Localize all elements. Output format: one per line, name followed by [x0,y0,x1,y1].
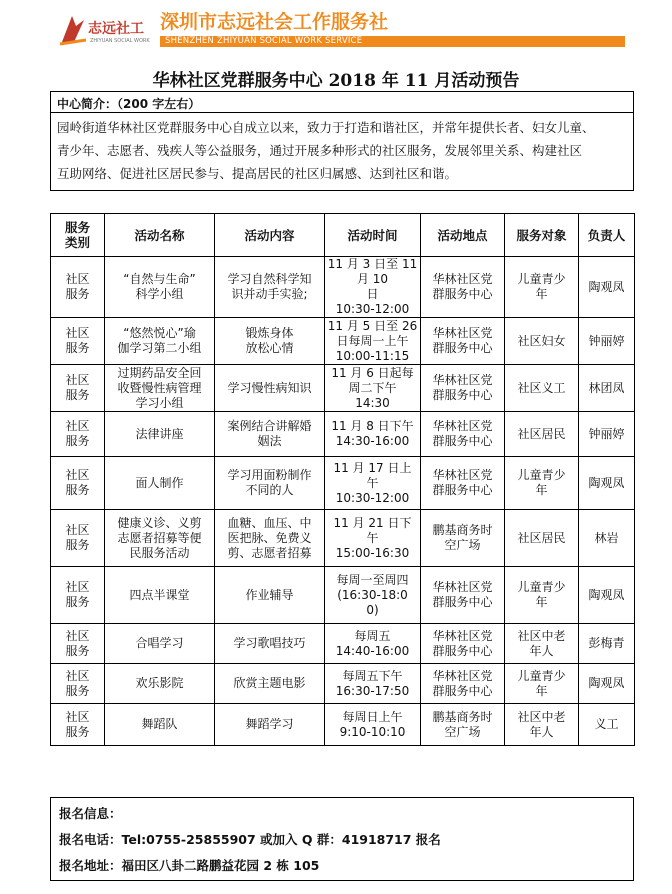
table-cell: 案例结合讲解婚 姻法 [215,412,325,457]
table-cell: 华林社区党 群服务中心 [421,567,505,624]
table-cell: 法律讲座 [105,412,215,457]
table-cell: 华林社区党 群服务中心 [421,412,505,457]
table-row [51,457,635,510]
logo-icon [58,12,88,46]
logo-subtext: ZHIYUAN SOCIAL WORK [90,38,150,44]
table-cell: 社区义工 [505,365,579,412]
intro-line-3: 互助网络、促进社区居民参与、提高居民的社区归属感、达到社区和谐。 [57,166,458,181]
table-cell: 社区 服务 [51,510,105,567]
table-header-cell: 活动内容 [215,214,325,257]
table-cell: 学习慢性病知识 [215,365,325,412]
table-cell: 合唱学习 [105,624,215,664]
intro-body [57,116,627,185]
table-cell: 社区 服务 [51,567,105,624]
signup-phone: 报名电话：Tel:0755-25855907 或加入 Q 群：41918717 报名 [59,832,441,847]
table-row [51,624,635,664]
intro-line-2: 青少年、志愿者、残疾人等公益服务，通过开展多种形式的社区服务，发展邻里关系、构建社区 [57,143,583,158]
table-body [51,257,635,746]
table-cell: 过期药品安全回 收暨慢性病管理 学习小组 [105,365,215,412]
table-cell: 儿童青少 年 [505,567,579,624]
table-cell: 四点半课堂 [105,567,215,624]
table-row [51,257,635,318]
table-cell: 彭梅青 [579,624,635,664]
table-cell: 学习歌唱技巧 [215,624,325,664]
table-cell: 社区 服务 [51,457,105,510]
table-cell: 社区妇女 [505,318,579,365]
table-cell: 作业辅导 [215,567,325,624]
table-cell: 11 月 6 日起每 周二下午 14:30 [325,365,421,412]
table-header-cell: 活动名称 [105,214,215,257]
table-row [51,704,635,746]
table-cell: 11 月 3 日至 11 月 10 日 10:30-12:00 [325,257,421,318]
table-cell: 儿童青少 年 [505,257,579,318]
table-cell: 每周日上午 9:10-10:10 [325,704,421,746]
table-cell: 钟丽婷 [579,318,635,365]
table-row [51,664,635,704]
signup-title: 报名信息： [59,806,122,821]
table-cell: 社区 服务 [51,704,105,746]
table-cell: 学习用面粉制作 不同的人 [215,457,325,510]
intro-box [50,91,634,191]
table-cell: 义工 [579,704,635,746]
table-cell: 陶观凤 [579,257,635,318]
table-cell: 学习自然科学知 识并动手实验; [215,257,325,318]
table-cell: 鹏基商务时 空广场 [421,704,505,746]
intro-heading: 中心简介：（200 字左右） [57,97,201,111]
table-cell: 华林社区党 群服务中心 [421,624,505,664]
table-cell: 华林社区党 群服务中心 [421,318,505,365]
table-cell: 陶观凤 [579,664,635,704]
table-cell: 每周五 14:40-16:00 [325,624,421,664]
table-cell: 华林社区党 群服务中心 [421,664,505,704]
table-cell: 欢乐影院 [105,664,215,704]
table-cell: 11 月 21 日下 午 15:00-16:30 [325,510,421,567]
intro-divider [51,112,633,113]
table-cell: 儿童青少 年 [505,664,579,704]
table-cell: 舞蹈队 [105,704,215,746]
table-cell: 社区中老 年人 [505,704,579,746]
table-header-cell: 负责人 [579,214,635,257]
table-cell: 社区中老 年人 [505,624,579,664]
table-cell: 林团凤 [579,365,635,412]
table-cell: 每周一至周四 (16:30-18:0 0) [325,567,421,624]
table-cell: 华林社区党 群服务中心 [421,365,505,412]
table-cell: 社区 服务 [51,257,105,318]
table-cell: 血糖、血压、中 医把脉、免费义 剪、志愿者招募 [215,510,325,567]
table-cell: 面人制作 [105,457,215,510]
table-cell: 社区居民 [505,412,579,457]
org-name-cn: 深圳市志远社会工作服务社 [160,11,389,33]
table-cell: 社区 服务 [51,412,105,457]
page-title: 华林社区党群服务中心 2018 年 11 月活动预告 [152,71,520,91]
table-cell: 11 月 17 日上 午 10:30-12:00 [325,457,421,510]
table-cell: 林岩 [579,510,635,567]
table-row [51,365,635,412]
table-header-cell: 服务 类别 [51,214,105,257]
table-cell: 社区居民 [505,510,579,567]
table-row [51,567,635,624]
activity-table [50,213,635,746]
table-header-cell: 活动地点 [421,214,505,257]
org-name-en: SHENZHEN ZHIYUAN SOCIAL WORK SERVICE [165,36,363,46]
signup-box [50,797,634,881]
table-cell: 社区 服务 [51,365,105,412]
table-cell: 健康义诊、义剪 志愿者招募等便 民服务活动 [105,510,215,567]
table-row [51,318,635,365]
table-cell: 11 月 5 日至 26 日每周一上午 10:00-11:15 [325,318,421,365]
table-cell: 鹏基商务时 空广场 [421,510,505,567]
table-cell: 每周五下午 16:30-17:50 [325,664,421,704]
table-cell: 欣赏主题电影 [215,664,325,704]
table-header-cell: 服务对象 [505,214,579,257]
table-cell: 社区 服务 [51,624,105,664]
table-row [51,510,635,567]
table-cell: 社区 服务 [51,318,105,365]
table-cell: 钟丽婷 [579,412,635,457]
table-cell: 华林社区党 群服务中心 [421,457,505,510]
org-logo [58,10,150,50]
logo-text: 志远社工 [88,21,144,37]
table-cell: 儿童青少 年 [505,457,579,510]
table-cell: 社区 服务 [51,664,105,704]
signup-address: 报名地址：福田区八卦二路鹏益花园 2 栋 105 [59,858,320,873]
table-header-cell: 活动时间 [325,214,421,257]
table-cell: 华林社区党 群服务中心 [421,257,505,318]
table-row [51,412,635,457]
table-cell: 陶观凤 [579,567,635,624]
table-cell: 陶观凤 [579,457,635,510]
intro-line-1: 园岭街道华林社区党群服务中心自成立以来，致力于打造和谐社区，并常年提供长者、妇女儿童、 [57,120,595,135]
table-cell: “自然与生命” 科学小组 [105,257,215,318]
table-header-row [51,214,635,257]
table-cell: 锻炼身体 放松心情 [215,318,325,365]
table-cell: 11 月 8 日下午 14:30-16:00 [325,412,421,457]
table-cell: 舞蹈学习 [215,704,325,746]
page-header [0,0,672,60]
table-cell: “悠然悦心”瑜 伽学习第二小组 [105,318,215,365]
